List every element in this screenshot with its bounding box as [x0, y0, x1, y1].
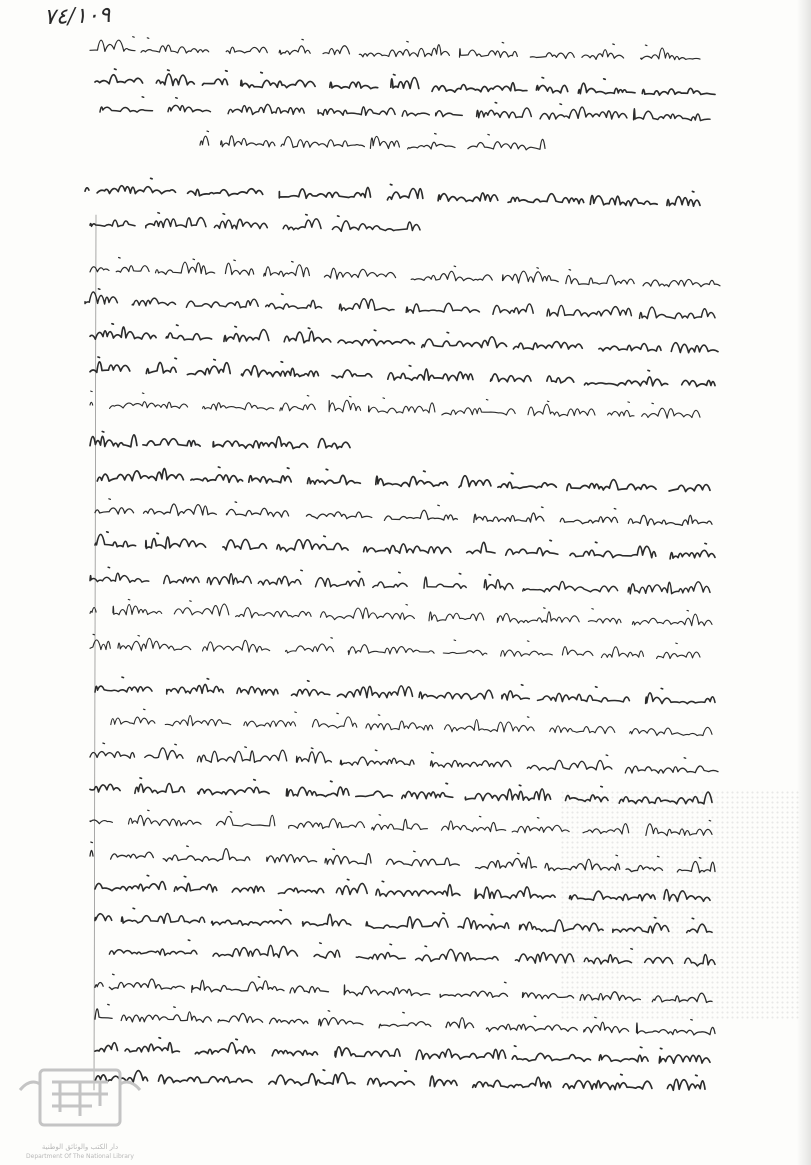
handwriting-line [90, 258, 720, 287]
logo-caption-arabic: دار الكتب والوثائق الوطنية [41, 1143, 119, 1151]
handwriting-line [85, 178, 700, 206]
handwriting-line [200, 131, 545, 150]
handwriting-line [95, 908, 712, 933]
national-library-logo-icon [0, 1060, 160, 1165]
handwriting-line [90, 567, 710, 594]
handwriting-line [90, 778, 712, 804]
handwriting-line [90, 391, 700, 418]
handwriting-line [90, 37, 700, 60]
handwriting-line [90, 743, 718, 773]
handwriting-line [90, 432, 350, 449]
handwriting-line [90, 810, 712, 836]
handwriting-line [90, 357, 715, 387]
handwriting-line [109, 940, 715, 966]
handwriting-line [95, 1004, 715, 1035]
handwriting-line [95, 1070, 705, 1090]
margin-rule [94, 215, 96, 1090]
handwriting-line [97, 467, 710, 492]
logo-caption-english: Department Of The National Library [26, 1153, 134, 1160]
handwriting-line [95, 875, 710, 901]
handwriting-line [95, 532, 715, 559]
handwriting-line [95, 974, 712, 1002]
handwriting-line [100, 97, 710, 121]
handwriting-line [90, 599, 712, 625]
handwriting-line [90, 842, 715, 873]
handwriting-line [85, 289, 715, 319]
handwriting-line [95, 1038, 710, 1064]
handwriting-line [90, 634, 700, 658]
handwriting-line [90, 324, 718, 353]
handwriting-line [90, 213, 420, 232]
handwriting-line [95, 499, 712, 526]
page-number: ٧٤/١٠٩ [43, 2, 111, 31]
handwriting-line [111, 709, 712, 735]
handwriting-lines [85, 37, 720, 1091]
handwriting-line [95, 69, 715, 95]
handwriting-line [95, 677, 715, 704]
